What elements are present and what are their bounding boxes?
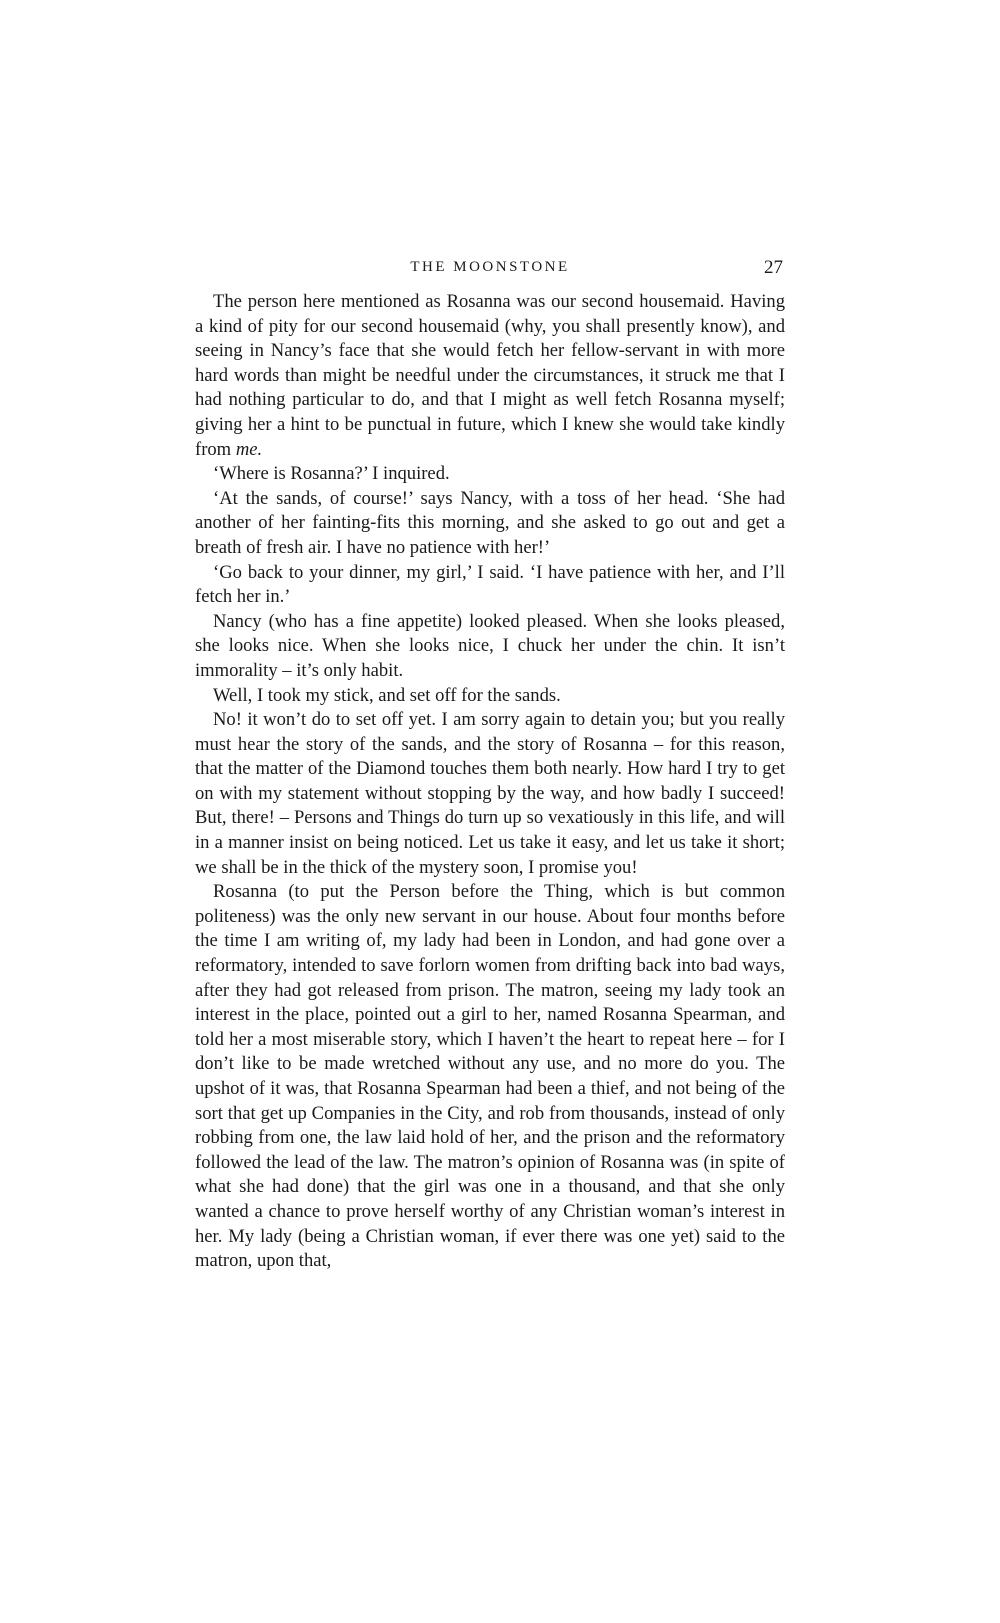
- paragraph: [195, 290, 785, 462]
- paragraph-text: The person here mentioned as Rosanna was our second housemaid. Having a kind of pity for our second housemaid (why, you shall presently know), and seeing in Nancy’s face that she would fetch her fellow-servant in with more hard words than might be needful under the circumstances, it struck me that I had nothing particular to do, and that I might as well fetch Rosanna myself; giving her a hint to be punctual in future, which I knew she would take kindly from: [195, 291, 785, 460]
- body-text: [195, 290, 785, 1274]
- paragraph: ‘Where is Rosanna?’ I inquired.: [213, 463, 450, 485]
- paragraph: ‘Go back to your dinner, my girl,’ I said. ‘I have patience with her, and I’ll fetch her in.’: [195, 561, 785, 608]
- emphasized-word: me.: [235, 438, 263, 460]
- paragraph: ‘At the sands, of course!’ says Nancy, with a toss of her head. ‘She had another of her fainting-fits this morning, and she asked to go out and get a breath of fresh air. I have no patience with her!’: [195, 487, 785, 558]
- paragraph: Well, I took my stick, and set off for the sands.: [213, 684, 561, 706]
- paragraph: Rosanna (to put the Person before the Thing, which is but common politeness) was the only new servant in our house. About four months before the time I am writing of, my lady had been in London, and had gone over a reformatory, intended to save forlorn women from drifting back into bad ways, after they had got released from prison. The matron, seeing my lady took an interest in the place, pointed out a girl to her, named Rosanna Spearman, and told her a most miserable story, which I haven’t the heart to repeat here – for I don’t like to be made wretched without any use, and no more do you. The upshot of it was, that Rosanna Spearman had been a thief, and not being of the sort that get up Companies in the City, and rob from thousands, instead of only robbing from one, the law laid hold of her, and the prison and the reformatory followed the lead of the law. The matron’s opinion of Rosanna was (in spite of what she had done) that the girl was one in a thousand, and that she only wanted a chance to prove herself worthy of any Christian woman’s interest in her. My lady (being a Christian woman, if ever there was one yet) said to the matron, upon that,: [195, 881, 785, 1272]
- paragraph: Nancy (who has a fine appetite) looked pleased. When she looks pleased, she looks nice. When she looks nice, I chuck her under the chin. It isn’t immorality – it’s only habit.: [195, 610, 785, 681]
- running-title: THE MOONSTONE: [410, 259, 570, 275]
- page-number: 27: [764, 257, 783, 278]
- paragraph: No! it won’t do to set off yet. I am sorry again to detain you; but you really must hear the story of the sands, and the story of Rosanna – for this reason, that the matter of the Diamond touches them both nearly. How hard I try to get on with my statement without stopping by the way, and how badly I succeed! But, there! – Persons and Things do turn up so vexatiously in this life, and will in a manner insist on being noticed. Let us take it easy, and let us take it short; we shall be in the thick of the mystery soon, I promise you!: [195, 709, 785, 878]
- running-head: [195, 257, 785, 281]
